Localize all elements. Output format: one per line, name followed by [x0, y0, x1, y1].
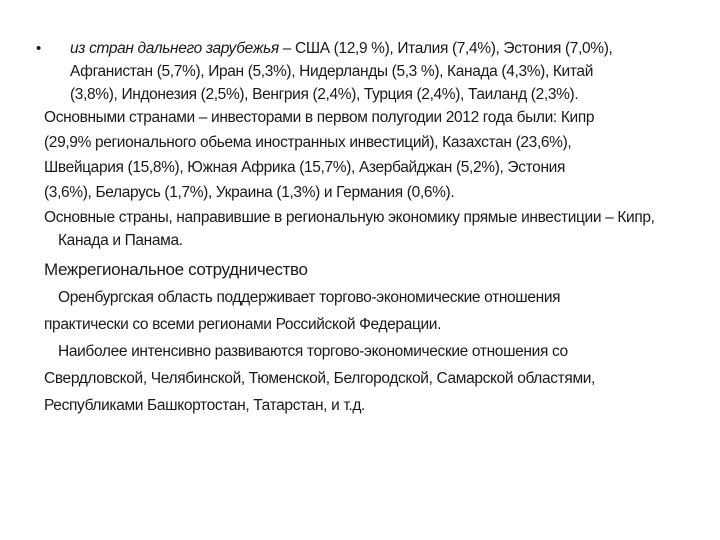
text-line-4: Основными странами – инвесторами в первом полугодии 2012 года были: Кипр [44, 109, 595, 126]
text-line-15: Республиками Башкортостан, Татарстан, и т.д. [44, 397, 365, 414]
line-1-rest: – США (12,9 %), Италия (7,4%), Эстония (7,0%), [278, 40, 613, 57]
section-heading: Межрегиональное сотрудничество [44, 260, 308, 279]
text-line-13: Наиболее интенсивно развиваются торгово-экономические отношения со [58, 343, 568, 360]
text-line-9: Канада и Панама. [58, 232, 183, 249]
text-line-11: Оренбургская область поддерживает торгово-экономические отношения [58, 289, 561, 306]
text-line-14: Свердловской, Челябинской, Тюменской, Белгородской, Самарской областями, [44, 370, 596, 387]
text-line-3: (3,8%), Индонезия (2,5%), Венгрия (2,4%), Турция (2,4%), Таиланд (2,3%). [70, 86, 579, 103]
text-line-6: Швейцария (15,8%), Южная Африка (15,7%), Азербайджан (5,2%), Эстония [44, 159, 566, 176]
text-line-1 [70, 38, 613, 60]
italic-lead: из стран дальнего зарубежья [70, 40, 279, 57]
text-line-2: Афганистан (5,7%), Иран (5,3%), Нидерланды (5,3 %), Канада (4,3%), Китай [70, 63, 594, 80]
text-line-5: (29,9% регионального обьема иностранных инвестиций), Казахстан (23,6%), [44, 134, 572, 151]
bullet-marker: • [36, 40, 42, 57]
text-line-12: практически со всеми регионами Российской Федерации. [44, 316, 442, 333]
text-line-8: Основные страны, направившие в региональную экономику прямые инвестиции – Кипр, [44, 209, 655, 226]
text-line-7: (3,6%), Беларусь (1,7%), Украина (1,3%) и Германия (0,6%). [44, 184, 455, 201]
